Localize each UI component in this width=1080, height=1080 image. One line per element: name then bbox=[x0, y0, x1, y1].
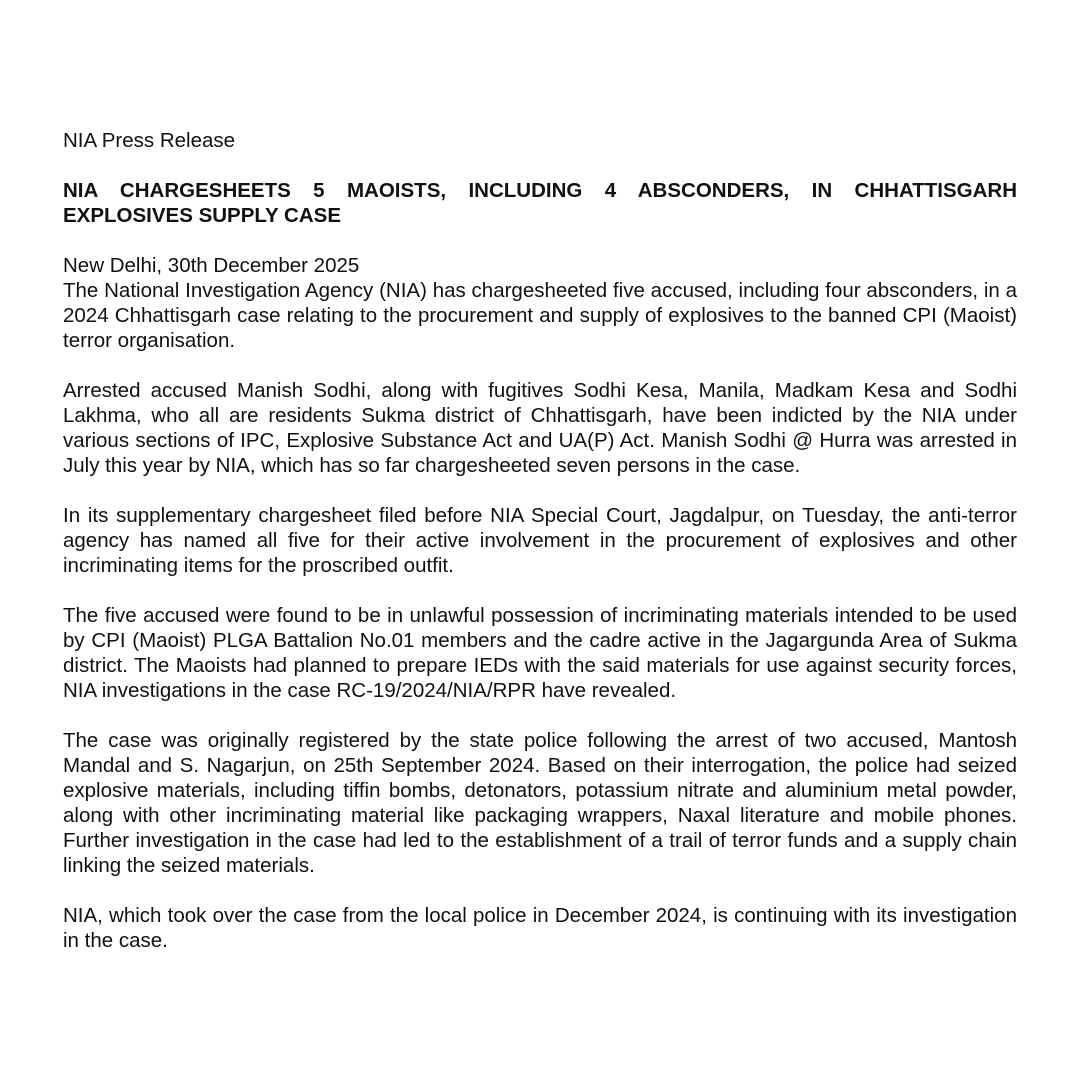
body-paragraph-1: The National Investigation Agency (NIA) has chargesheeted five accused, including four absconders, in a 2024 Chhattisgarh case relating to the procurement and supply of explosives to the banned CPI (Maoist) terror organisation. bbox=[63, 279, 1017, 352]
body-paragraph-4: The five accused were found to be in unlawful possession of incriminating materials intended to be used by CPI (Maoist) PLGA Battalion No.01 members and the cadre active in the Jagargunda Area of Sukma district. The Maoists had planned to prepare IEDs with the said materials for use against security forces, NIA investigations in the case RC-19/2024/NIA/RPR have revealed. bbox=[63, 604, 1017, 702]
body-paragraph-5: The case was originally registered by the state police following the arrest of two accused, Mantosh Mandal and S. Nagarjun, on 25th September 2024. Based on their interrogation, the police had seized explosive materials, including tiffin bombs, detonators, potassium nitrate and aluminium metal powder, along with other incriminating material like packaging wrappers, Naxal literature and mobile phones. Further investigation in the case had led to the establishment of a trail of terror funds and a supply chain linking the seized materials. bbox=[63, 729, 1017, 877]
headline: NIA CHARGESHEETS 5 MAOISTS, INCLUDING 4 ABSCONDERS, IN CHHATTISGARH EXPLOSIVES SUPPLY CASE bbox=[63, 179, 1017, 227]
document-label: NIA Press Release bbox=[63, 129, 236, 152]
body-paragraph-3: In its supplementary chargesheet filed before NIA Special Court, Jagdalpur, on Tuesday, the anti-terror agency has named all five for their active involvement in the procurement of explosives and other incriminating items for the proscribed outfit. bbox=[63, 504, 1017, 577]
dateline: New Delhi, 30th December 2025 bbox=[63, 254, 360, 277]
body-paragraph-2: Arrested accused Manish Sodhi, along with fugitives Sodhi Kesa, Manila, Madkam Kesa and Sodhi Lakhma, who all are residents Sukma district of Chhattisgarh, have been indicted by the NIA under various sections of IPC, Explosive Substance Act and UA(P) Act. Manish Sodhi @ Hurra was arrested in July this year by NIA, which has so far chargesheeted seven persons in the case. bbox=[63, 379, 1017, 477]
press-release-document bbox=[63, 128, 1017, 953]
body-paragraph-6: NIA, which took over the case from the local police in December 2024, is continuing with its investigation in the case. bbox=[63, 904, 1017, 952]
